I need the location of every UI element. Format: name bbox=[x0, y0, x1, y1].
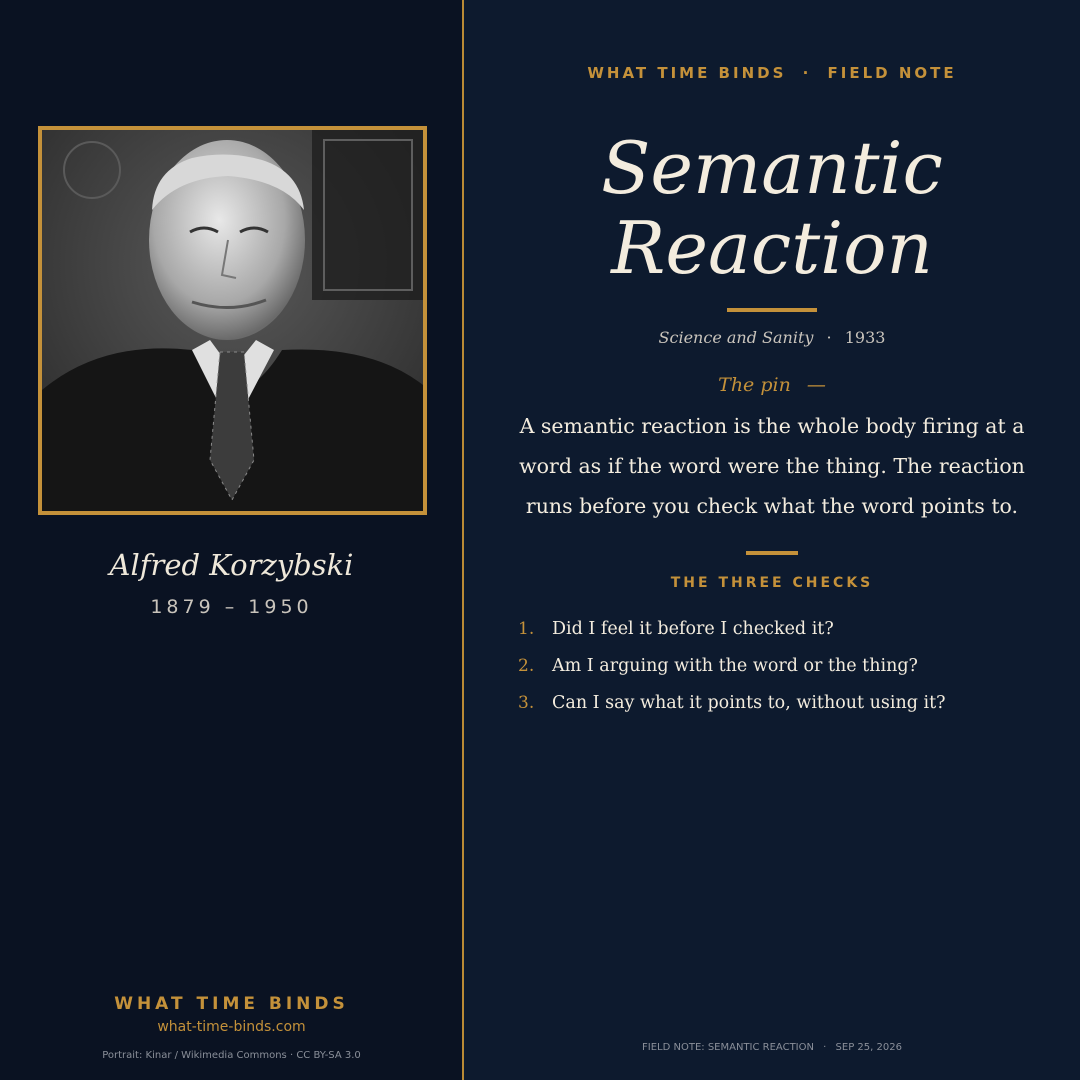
checks-heading: THE THREE CHECKS bbox=[670, 575, 874, 591]
header-type: FIELD NOTE bbox=[827, 64, 957, 82]
footer-meta bbox=[464, 1042, 1080, 1053]
source-line bbox=[464, 328, 1080, 347]
brand-url-link[interactable]: what-time-binds.com bbox=[157, 1019, 306, 1035]
check-item bbox=[518, 693, 1038, 730]
footer-date: SEP 25, 2026 bbox=[835, 1042, 902, 1053]
header-separator: · bbox=[802, 64, 812, 82]
pin-label-dash: — bbox=[806, 374, 826, 396]
title-line-2: Reaction bbox=[611, 206, 933, 290]
check-number: 2. bbox=[518, 656, 535, 676]
check-text: Can I say what it points to, without using it? bbox=[552, 693, 946, 713]
header-series: WHAT TIME BINDS bbox=[587, 64, 787, 82]
check-number: 1. bbox=[518, 619, 535, 639]
right-panel bbox=[464, 0, 1080, 1080]
checks-list bbox=[518, 619, 1038, 730]
photo-credit bbox=[0, 1050, 463, 1061]
photo-license: CC BY-SA 3.0 bbox=[296, 1050, 361, 1061]
footer-separator: · bbox=[823, 1042, 827, 1053]
pin-label bbox=[464, 374, 1080, 396]
person-name: Alfred Korzybski bbox=[109, 548, 354, 582]
left-panel bbox=[0, 0, 463, 1080]
footer-label: FIELD NOTE: SEMANTIC REACTION bbox=[642, 1042, 814, 1053]
checks-rule bbox=[746, 551, 798, 555]
check-item bbox=[518, 656, 1038, 693]
page-title bbox=[464, 128, 1080, 288]
portrait-image bbox=[42, 130, 423, 511]
pin-text: A semantic reaction is the whole body firing at a word as if the word were the thing. The reaction runs before you check what the word points to. bbox=[519, 414, 1025, 518]
source-year: 1933 bbox=[844, 328, 886, 347]
check-number: 3. bbox=[518, 693, 535, 713]
brand-name: WHAT TIME BINDS bbox=[114, 994, 349, 1014]
check-text: Did I feel it before I checked it? bbox=[552, 619, 834, 639]
portrait-photo bbox=[38, 126, 427, 515]
header-kicker bbox=[464, 64, 1080, 82]
source-book: Science and Sanity bbox=[658, 328, 814, 347]
title-rule bbox=[727, 308, 817, 312]
source-separator: · bbox=[826, 328, 832, 347]
photo-credit-text: Portrait: Kinar / Wikimedia Commons bbox=[102, 1050, 287, 1061]
title-line-1: Semantic bbox=[601, 126, 943, 210]
check-text: Am I arguing with the word or the thing? bbox=[552, 656, 918, 676]
person-dates: 1879 – 1950 bbox=[150, 596, 313, 618]
credit-separator: · bbox=[289, 1050, 297, 1061]
pin-label-text: The pin bbox=[718, 374, 791, 396]
check-item bbox=[518, 619, 1038, 656]
